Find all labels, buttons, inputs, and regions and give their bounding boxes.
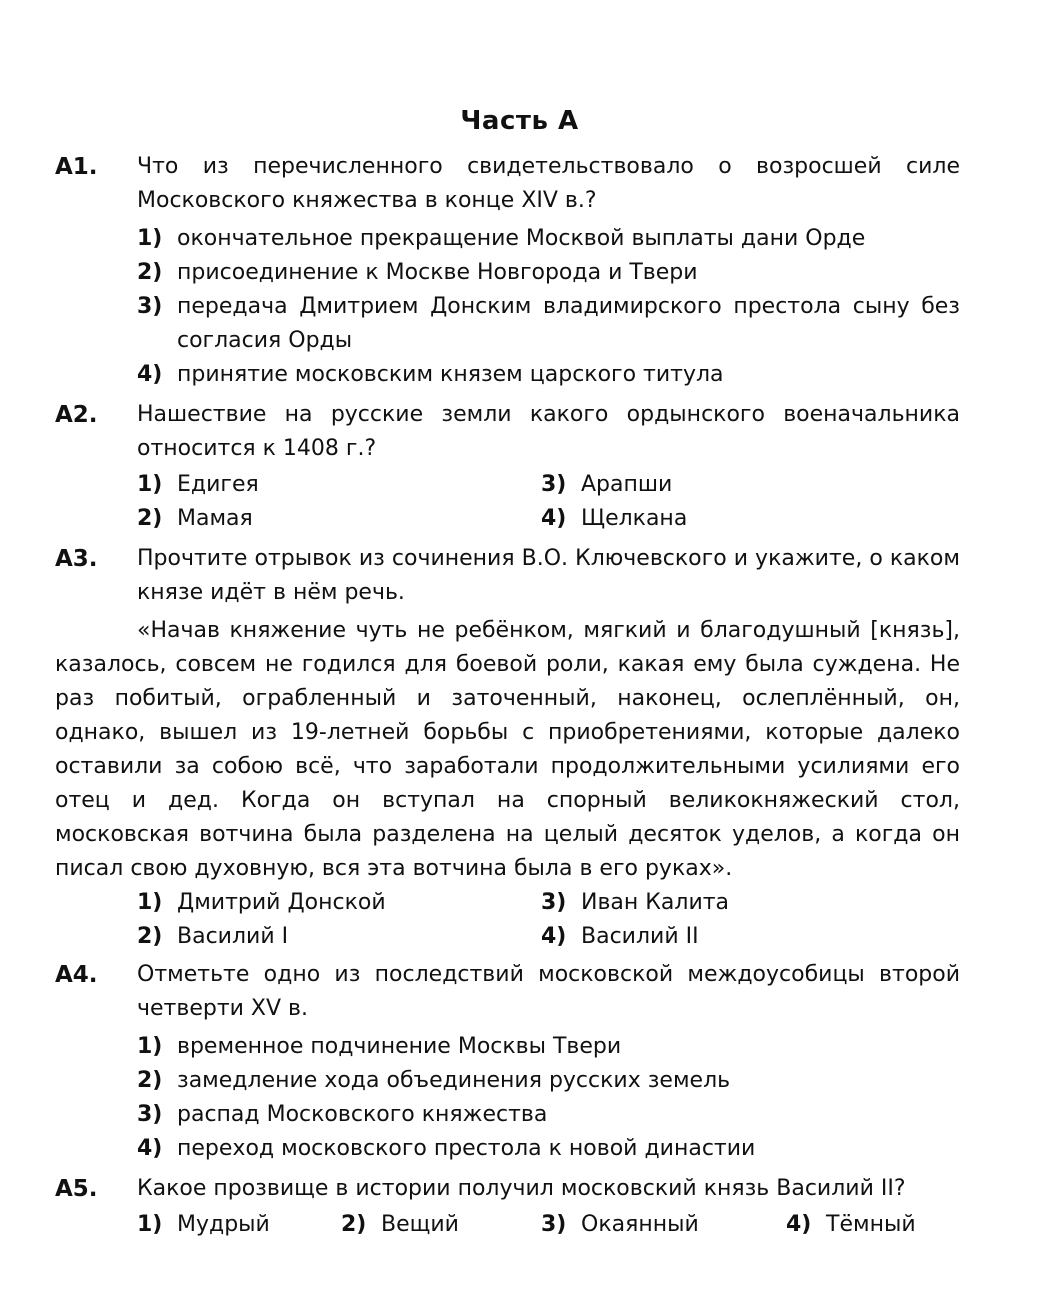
question-text: Что из перечисленного свидетельствовало о возросшей силе Московского княжества в конце XIV в.?: [137, 154, 960, 213]
answer-option: [341, 1208, 459, 1242]
option-text: замедление хода объединения русских земель: [177, 1068, 731, 1093]
option-text: Мудрый: [177, 1212, 270, 1237]
answer-option: [137, 920, 288, 954]
option-text: передача Дмитрием Донским владимирского престола сыну без согласия Орды: [177, 294, 960, 353]
option-number: 1): [137, 226, 163, 251]
option-text: переход московского престола к новой династии: [177, 1136, 756, 1161]
option-number: 2): [137, 260, 163, 285]
option-number: 3): [541, 472, 567, 497]
option-number: 3): [137, 1102, 163, 1127]
option-number: 1): [137, 1034, 163, 1059]
option-text: принятие московским князем царского титула: [177, 362, 724, 387]
option-text: временное подчинение Москвы Твери: [177, 1034, 622, 1059]
option-number: 3): [541, 890, 567, 915]
answer-option: [137, 886, 386, 920]
answer-option: [137, 468, 259, 502]
option-text: Щелкана: [581, 506, 688, 531]
option-number: 4): [137, 1136, 163, 1161]
answer-option: [137, 502, 253, 536]
option-text: Иван Калита: [581, 890, 730, 915]
option-text: Арапши: [581, 472, 673, 497]
question-number: А5.: [55, 1176, 98, 1202]
question-text: Нашествие на русские земли какого ордынского военачальника относится к 1408 г.?: [137, 402, 960, 461]
option-text: распад Московского княжества: [177, 1102, 548, 1127]
answer-option: [541, 1208, 699, 1242]
option-number: 4): [786, 1212, 812, 1237]
option-text: Мамая: [177, 506, 253, 531]
option-text: Едигея: [177, 472, 259, 497]
option-number: 3): [137, 294, 163, 319]
answer-option: [541, 920, 699, 954]
option-number: 4): [541, 506, 567, 531]
option-number: 3): [541, 1212, 567, 1237]
option-text: Тёмный: [826, 1212, 916, 1237]
answer-option: [137, 256, 698, 290]
question-number: А4.: [55, 962, 98, 988]
option-number: 2): [137, 924, 163, 949]
option-number: 1): [137, 472, 163, 497]
option-text: Дмитрий Донской: [177, 890, 386, 915]
option-text: Василий II: [581, 924, 699, 949]
answer-option: [137, 1208, 270, 1242]
option-number: 1): [137, 890, 163, 915]
answer-option: [137, 358, 724, 392]
question-number: А1.: [55, 154, 98, 180]
question-text: Какое прозвище в истории получил московский князь Василий II?: [137, 1176, 906, 1201]
answer-option: [137, 1064, 730, 1098]
option-text: Окаянный: [581, 1212, 699, 1237]
quote-text: «Начав княжение чуть не ребёнком, мягкий и благодушный [князь], казалось, совсем не годился для боевой роли, какая ему была суждена. Не раз побитый, ограбленный и заточенный, наконец, ослеплённый, он, однако, вышел из 19-летней борьбы с приобретениями, которые далеко оставили за собою всё, что заработали продолжительными усилиями его отец и дед. Когда он вступал на спорный великокняжеский стол, московская вотчина была разделена на целый десяток уделов, а когда он писал свою духовную, вся эта вотчина была в его руках».: [55, 618, 960, 881]
option-text: Василий I: [177, 924, 289, 949]
answer-option: [541, 886, 729, 920]
option-number: 2): [137, 1068, 163, 1093]
option-text: Вещий: [381, 1212, 459, 1237]
page-title: Часть А: [460, 106, 579, 136]
answer-option: [137, 1098, 547, 1132]
answer-option: [541, 502, 687, 536]
option-number: 2): [341, 1212, 367, 1237]
option-number: 1): [137, 1212, 163, 1237]
question-number: А3.: [55, 546, 98, 572]
option-number: 2): [137, 506, 163, 531]
option-text: присоединение к Москве Новгорода и Твери: [177, 260, 698, 285]
answer-option: [137, 1030, 621, 1064]
answer-option: [786, 1208, 916, 1242]
answer-option: [541, 468, 672, 502]
answer-option: [137, 1132, 755, 1166]
answer-option: [137, 222, 865, 256]
option-number: 4): [137, 362, 163, 387]
question-number: А2.: [55, 402, 98, 428]
question-text: Прочтите отрывок из сочинения В.О. Ключевского и укажите, о каком князе идёт в нём речь.: [137, 546, 960, 605]
option-number: 4): [541, 924, 567, 949]
question-text: Отметьте одно из последствий московской междоусобицы второй четверти XV в.: [137, 962, 960, 1021]
option-text: окончательное прекращение Москвой выплаты дани Орде: [177, 226, 866, 251]
answer-option: [137, 290, 960, 358]
